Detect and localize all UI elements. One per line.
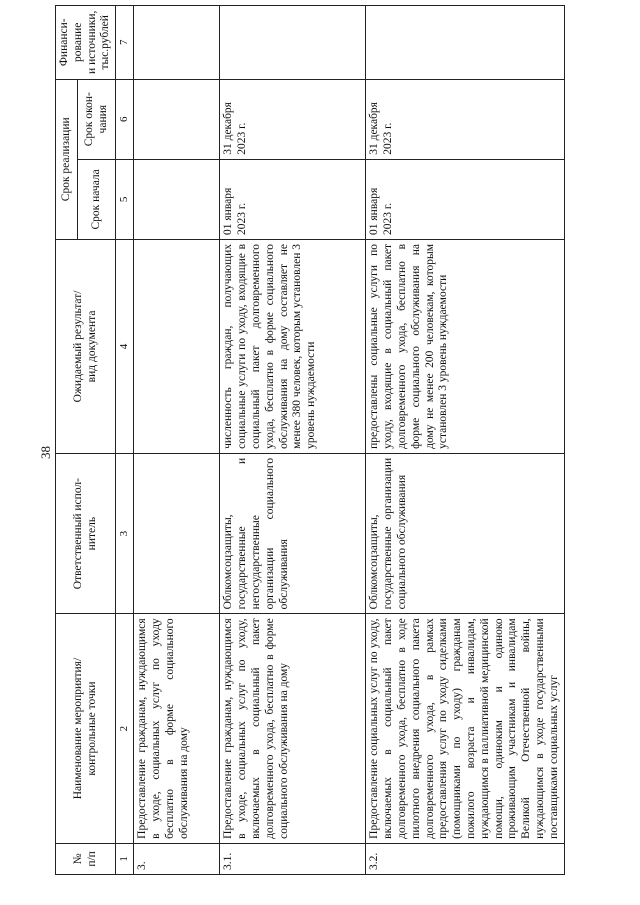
column-index-row xyxy=(116,6,134,875)
row-start xyxy=(134,159,220,239)
row-name: Предоставление гражданам, нуждающимся в уходе, социальных услуг по уходу бесплатно в форме социального обслуживания на дому xyxy=(134,614,220,844)
row-num: 3.2. xyxy=(366,843,564,874)
column-index: 3 xyxy=(116,453,134,613)
row-start: 01 января 2023 г. xyxy=(220,159,366,239)
table-row xyxy=(366,6,564,875)
row-end xyxy=(134,79,220,159)
header-end: Срок окон- чания xyxy=(78,79,116,159)
row-result: предоставлены социальные услуги по уходу, входящие в социальный пакет долговременного ухода, бесплатно в форме социального обслуживания на дому не менее 200 человекам, которым установлен 3 уровень нуждаемости xyxy=(366,239,564,453)
row-funding xyxy=(366,6,564,80)
row-num: 3.1. xyxy=(220,843,366,874)
row-result xyxy=(134,239,220,453)
row-result: численность граждан, получающих социальные услуги по уходу, входящие в социальный пакет долговременного ухода, бесплатно в форме социального обслуживания на дому составляет не менее 380 человек, которым установлен 3 уровень нуждаемости xyxy=(220,239,366,453)
column-index: 2 xyxy=(116,614,134,844)
header-result: Ожидаемый результат/ вид документа xyxy=(56,239,116,453)
row-responsible xyxy=(134,453,220,613)
column-index: 7 xyxy=(116,6,134,80)
header-period: Срок реализации xyxy=(56,79,78,239)
header-name: Наименование мероприятия/ контрольные точки xyxy=(56,614,116,844)
row-responsible: Облкомсоцзащиты, государственные и негосударственные организации социального обслуживания xyxy=(220,453,366,613)
column-index: 1 xyxy=(116,843,134,874)
row-start: 01 января 2023 г. xyxy=(366,159,564,239)
header-funding: Финанси- рование и источники, тыс.рублей xyxy=(56,6,116,80)
activities-table xyxy=(55,5,565,875)
table-row xyxy=(134,6,220,875)
row-funding xyxy=(220,6,366,80)
table-row xyxy=(220,6,366,875)
header-row-1 xyxy=(56,6,78,875)
row-responsible: Облкомсоцзащиты, государственные организации социального обслуживания xyxy=(366,453,564,613)
column-index: 4 xyxy=(116,239,134,453)
header-responsible: Ответственный испол- нитель xyxy=(56,453,116,613)
header-start: Срок начала xyxy=(78,159,116,239)
header-num: № п/п xyxy=(56,843,116,874)
row-end: 31 декабря 2023 г. xyxy=(366,79,564,159)
page-number: 38 xyxy=(38,446,53,459)
row-name: Предоставление гражданам, нуждающимся в уходе, социальных услуг по уходу, включаемых в социальный пакет долговременного ухода, бесплатно в форме социального обслуживания на дому xyxy=(220,614,366,844)
row-end: 31 декабря 2023 г. xyxy=(220,79,366,159)
row-funding xyxy=(134,6,220,80)
column-index: 5 xyxy=(116,159,134,239)
row-num: 3. xyxy=(134,843,220,874)
column-index: 6 xyxy=(116,79,134,159)
row-name: Предоставление социальных услуг по уходу, включаемых в социальный пакет долговременного ухода, бесплатно в ходе пилотного внедрения социального пакета долговременного ухода, в рамках предоставления услуг по уходу сиделками (помощниками по уходу) гражданам пожилого возраста и инвалидам, нуждающимся в паллиативной медицинской помощи, одиноким и одиноко проживающим участникам и инвалидам Великой Отечественной войны, нуждающимся в уходе государственными поставщиками социальных услуг xyxy=(366,614,564,844)
